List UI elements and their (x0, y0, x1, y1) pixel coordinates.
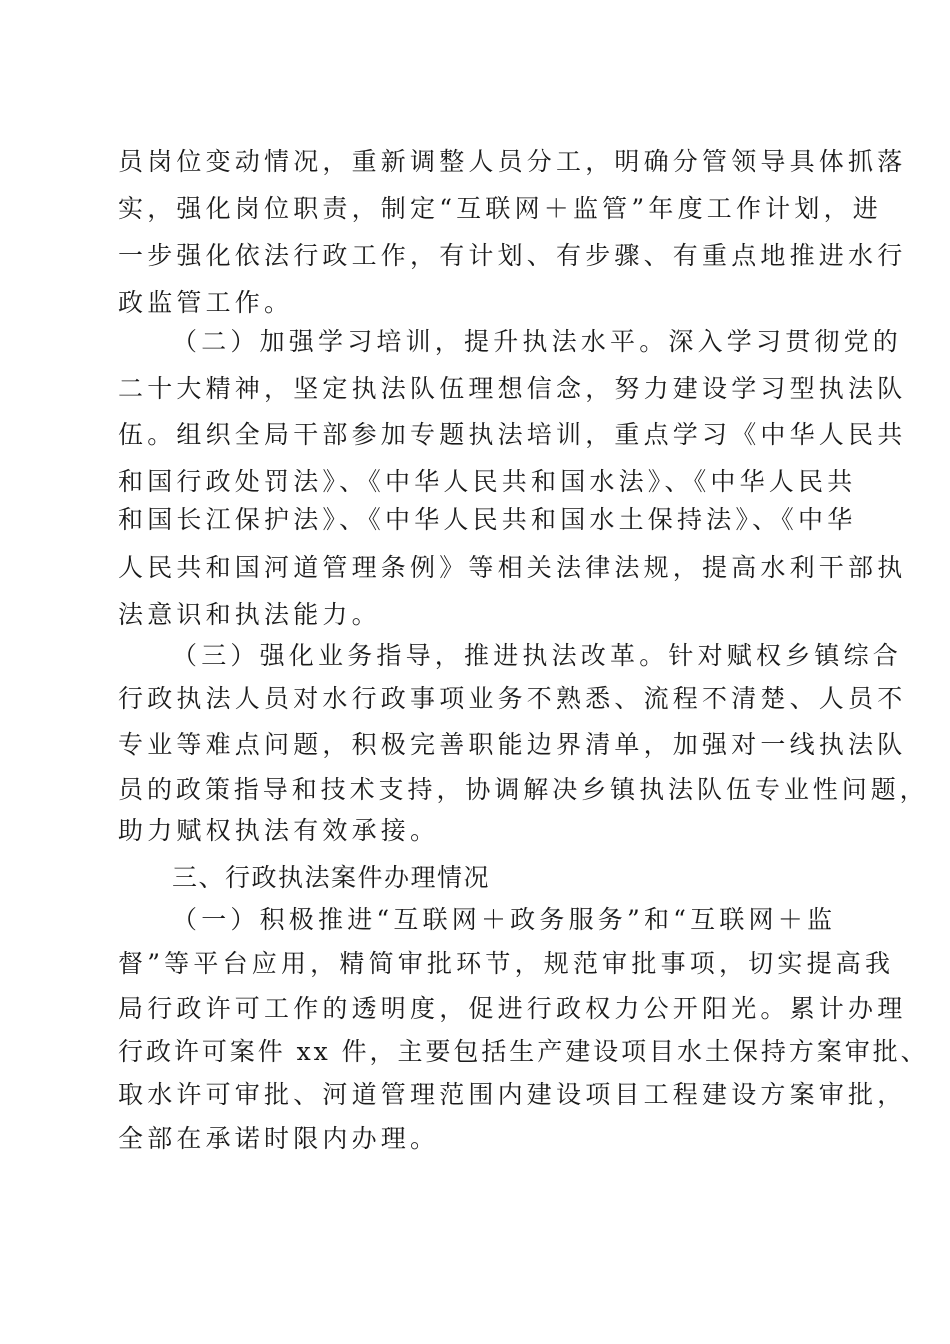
paragraph-line: 二十大精神，坚定执法队伍理想信念，努力建设学习型执法队 (118, 374, 907, 403)
paragraph-line: 专业等难点问题，积极完善职能边界清单，加强对一线执法队 (118, 730, 907, 759)
paragraph-line: （三）强化业务指导，推进执法改革。针对赋权乡镇综合 (172, 641, 903, 670)
paragraph-line: 行政许可案件 xx 件，主要包括生产建设项目水土保持方案审批、 (118, 1037, 929, 1066)
paragraph-line: 人民共和国河道管理条例》等相关法律法规，提高水利干部执 (118, 553, 907, 582)
paragraph-line: 督”等平台应用，精简审批环节，规范审批事项，切实提高我 (118, 949, 895, 978)
paragraph-line: 员岗位变动情况，重新调整人员分工，明确分管领导具体抓落 (118, 147, 907, 176)
paragraph-line: 行政执法人员对水行政事项业务不熟悉、流程不清楚、人员不 (118, 684, 907, 713)
paragraph-line: 和国长江保护法》、《中华人民共和国水土保持法》、《中华 (118, 505, 857, 534)
paragraph-line: 实，强化岗位职责，制定“互联网＋监管”年度工作计划，进 (118, 194, 882, 223)
paragraph-line: 员的政策指导和技术支持，协调解决乡镇执法队伍专业性问题， (118, 775, 929, 804)
paragraph-line: （二）加强学习培训，提升执法水平。深入学习贯彻党的 (172, 327, 903, 356)
paragraph-line: 一步强化依法行政工作，有计划、有步骤、有重点地推进水行 (118, 241, 907, 270)
paragraph-line: 助力赋权执法有效承接。 (118, 816, 440, 845)
section-heading: 三、行政执法案件办理情况 (172, 863, 491, 892)
paragraph-line: 取水许可审批、河道管理范围内建设项目工程建设方案审批， (118, 1080, 907, 1109)
paragraph-line: 伍。组织全局干部参加专题执法培训，重点学习《中华人民共 (118, 420, 907, 449)
paragraph-line: 局行政许可工作的透明度，促进行政权力公开阳光。累计办理 (118, 994, 907, 1023)
paragraph-line: （一）积极推进“互联网＋政务服务”和“互联网＋监 (172, 905, 837, 934)
paragraph-line: 法意识和执法能力。 (118, 600, 381, 629)
paragraph-line: 和国行政处罚法》、《中华人民共和国水法》、《中华人民共 (118, 467, 857, 496)
paragraph-line: 全部在承诺时限内办理。 (118, 1124, 440, 1153)
paragraph-line: 政监管工作。 (118, 288, 294, 317)
